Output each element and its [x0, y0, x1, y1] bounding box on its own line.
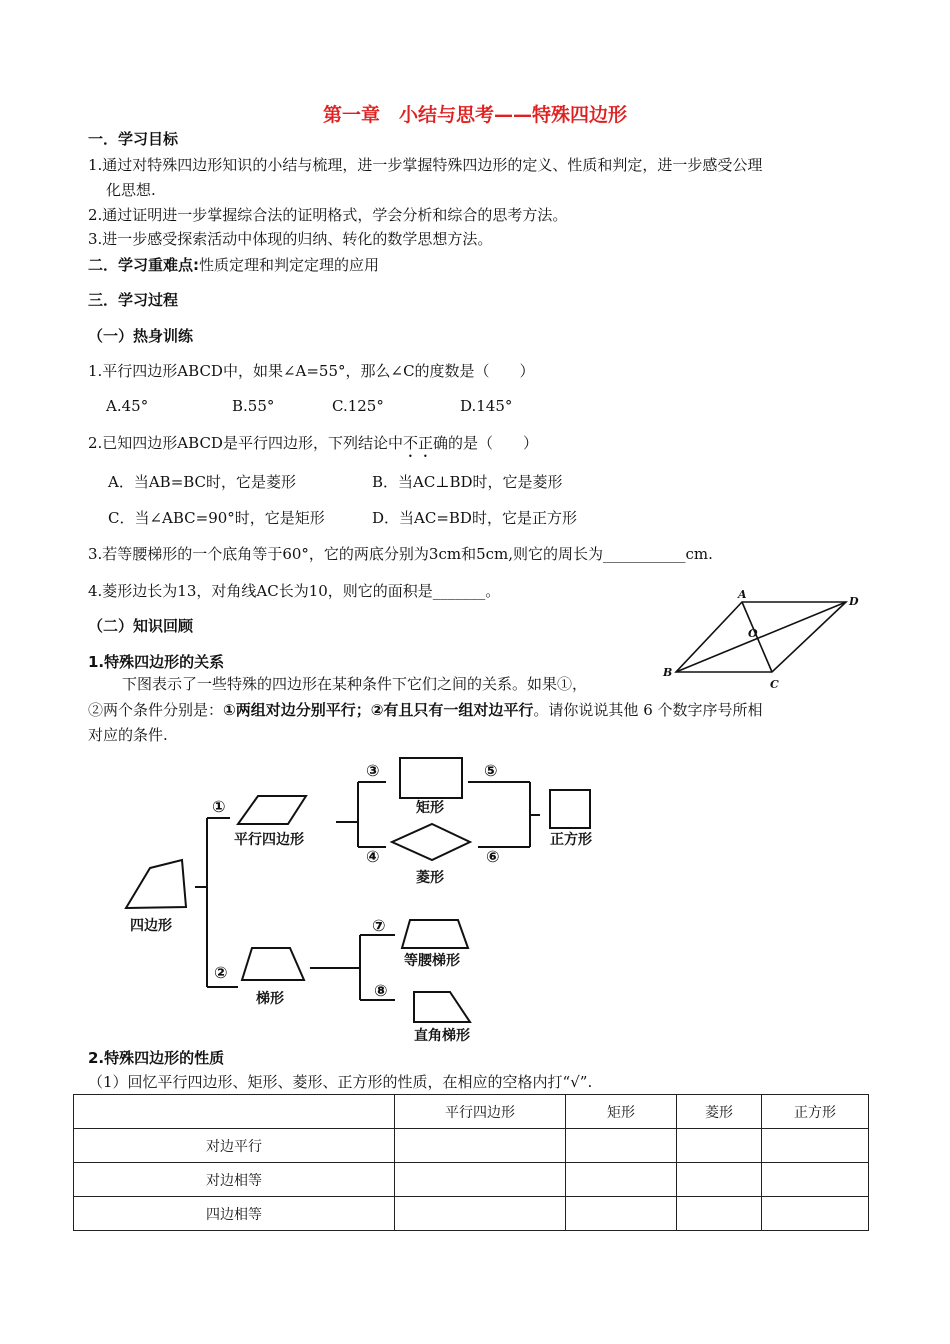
- rectangle-shape: [400, 758, 462, 798]
- q1-option-a: A.45°: [106, 397, 149, 415]
- warmup-heading: （一）热身训练: [88, 327, 194, 345]
- label-right-trapezoid: 直角梯形: [414, 1028, 470, 1044]
- row-label: 四边相等: [74, 1197, 395, 1231]
- table-row: [74, 1197, 869, 1231]
- q2-text-pre: 2.已知四边形ABCD是平行四边形，下列结论中: [88, 434, 403, 452]
- label-condition-6: ⑥: [486, 847, 500, 866]
- table-header-cell: 平行四边形: [395, 1095, 566, 1129]
- rhombus-figure: [660, 590, 870, 690]
- label-a: A: [738, 590, 747, 601]
- table-header-cell: [74, 1095, 395, 1129]
- table-row: [74, 1163, 869, 1197]
- rhombus-shape: [392, 824, 470, 860]
- row-label: 对边平行: [74, 1129, 395, 1163]
- page-title: 第一章 小结与思考——特殊四边形: [322, 104, 627, 126]
- relationship-para-line3: 对应的条件.: [88, 726, 168, 744]
- label-condition-2: ②: [214, 963, 228, 982]
- check-cell[interactable]: [395, 1197, 566, 1231]
- relationship-para-line1: 下图表示了一些特殊的四边形在某种条件下它们之间的关系。如果①，: [122, 675, 588, 693]
- q2-option-a: A．当AB=BC时，它是菱形: [108, 473, 297, 491]
- objective-1-line1: 1.通过对特殊四边形知识的小结与梳理，进一步掌握特殊四边形的定义、性质和判定，进一步感受公理: [88, 156, 763, 174]
- check-cell[interactable]: [566, 1197, 677, 1231]
- question-1: 1.平行四边形ABCD中，如果∠A=55°，那么∠C的度数是（ ）: [88, 362, 535, 380]
- row-label: 对边相等: [74, 1163, 395, 1197]
- section-process-heading: 三．学习过程: [88, 291, 179, 309]
- label-condition-7: ⑦: [372, 916, 386, 935]
- label-isosceles-trapezoid: 等腰梯形: [404, 953, 460, 969]
- label-b: B: [663, 666, 673, 679]
- properties-instruction: （1）回忆平行四边形、矩形、菱形、正方形的性质，在相应的空格内打“√”.: [88, 1073, 593, 1091]
- parallelogram-shape: [238, 796, 306, 824]
- check-cell[interactable]: [677, 1129, 762, 1163]
- q2-option-d: D．当AC=BD时，它是正方形: [372, 509, 577, 527]
- para-line2-post: 。请你说说其他 6 个数字序号所相: [533, 701, 763, 719]
- properties-table: [73, 1094, 869, 1231]
- check-cell[interactable]: [677, 1163, 762, 1197]
- check-cell[interactable]: [762, 1197, 869, 1231]
- label-condition-3: ③: [366, 761, 380, 780]
- label-quadrilateral: 四边形: [130, 918, 172, 934]
- table-header-row: [74, 1095, 869, 1129]
- label-condition-4: ④: [366, 847, 380, 866]
- label-o: O: [748, 627, 758, 640]
- objective-2: 2.通过证明进一步掌握综合法的证明格式，学会分析和综合的思考方法。: [88, 206, 568, 224]
- right-trapezoid-shape: [414, 992, 470, 1022]
- relationship-para-line2: [88, 699, 763, 720]
- diagonal-bd: [676, 602, 846, 672]
- key-points-heading: 二．学习重难点:: [88, 256, 199, 274]
- label-c: C: [770, 678, 779, 690]
- table-row: [74, 1129, 869, 1163]
- square-shape: [550, 790, 590, 828]
- check-cell[interactable]: [566, 1163, 677, 1197]
- section-key-points: [88, 254, 379, 275]
- question-4: 4.菱形边长为13，对角线AC长为10，则它的面积是_______。: [88, 582, 501, 600]
- table-header-cell: 正方形: [762, 1095, 869, 1129]
- label-square: 正方形: [550, 832, 592, 848]
- section-objectives-heading: 一．学习目标: [88, 130, 179, 148]
- label-d: D: [849, 595, 859, 608]
- check-cell[interactable]: [566, 1129, 677, 1163]
- quad-shape: [126, 860, 186, 908]
- label-rhombus: 菱形: [416, 870, 444, 886]
- para-line2-pre: ②两个条件分别是：: [88, 701, 224, 719]
- q2-option-c: C．当∠ABC=90°时，它是矩形: [108, 509, 325, 527]
- trapezoid-shape: [242, 948, 304, 980]
- label-condition-5: ⑤: [484, 761, 498, 780]
- table-header-cell: 矩形: [566, 1095, 677, 1129]
- table-header-cell: 菱形: [677, 1095, 762, 1129]
- objective-1-line2: 化思想.: [106, 181, 156, 199]
- quadrilateral-relationship-diagram: [110, 750, 630, 1050]
- q2-option-b: B．当AC⊥BD时，它是菱形: [372, 473, 563, 491]
- label-condition-1: ①: [212, 797, 226, 816]
- check-cell[interactable]: [762, 1129, 869, 1163]
- q2-emphasis: 不正: [402, 434, 433, 452]
- isosceles-trapezoid-shape: [402, 920, 468, 948]
- properties-subheading: 2.特殊四边形的性质: [88, 1049, 225, 1067]
- key-points-text: 性质定理和判定定理的应用: [199, 256, 380, 274]
- relationship-subheading: 1.特殊四边形的关系: [88, 653, 225, 671]
- para-line2-conditions: ①两组对边分别平行；②有且只有一组对边平行: [223, 701, 534, 719]
- check-cell[interactable]: [762, 1163, 869, 1197]
- q1-option-b: B.55°: [232, 397, 275, 415]
- label-condition-8: ⑧: [374, 981, 388, 1000]
- question-3: 3.若等腰梯形的一个底角等于60°，它的两底分别为3cm和5cm,则它的周长为___________cm.: [88, 545, 713, 563]
- label-rectangle: 矩形: [416, 800, 444, 816]
- q1-option-d: D.145°: [460, 397, 513, 415]
- question-2: [88, 432, 538, 461]
- q1-option-c: C.125°: [332, 397, 384, 415]
- label-trapezoid: 梯形: [256, 991, 284, 1007]
- check-cell[interactable]: [395, 1129, 566, 1163]
- q2-text-post: 确的是（ ）: [432, 434, 538, 452]
- check-cell[interactable]: [677, 1197, 762, 1231]
- review-heading: （二）知识回顾: [88, 617, 194, 635]
- label-parallelogram: 平行四边形: [234, 832, 304, 848]
- check-cell[interactable]: [395, 1163, 566, 1197]
- objective-3: 3.进一步感受探索活动中体现的归纳、转化的数学思想方法。: [88, 230, 493, 248]
